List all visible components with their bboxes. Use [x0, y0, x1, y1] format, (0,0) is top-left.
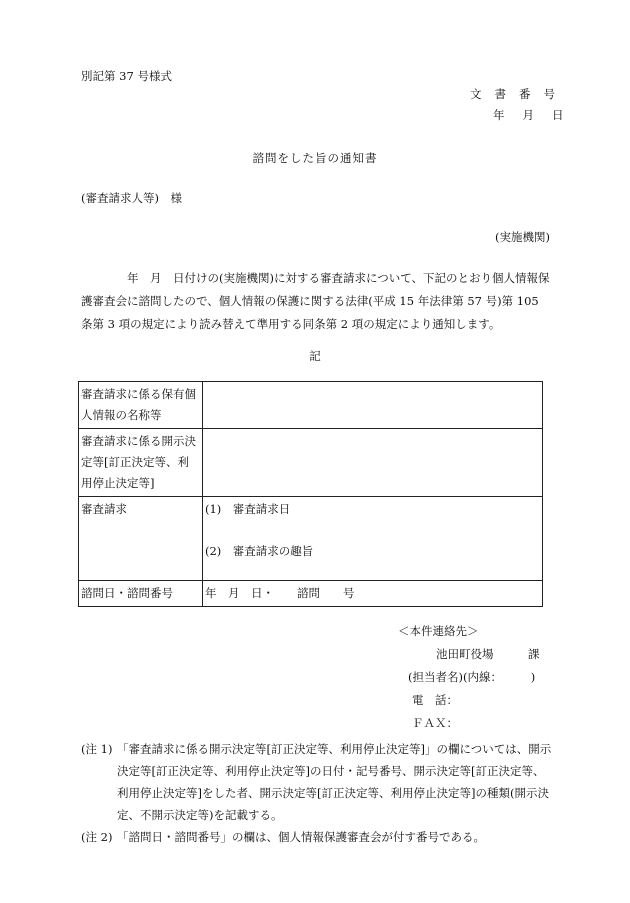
sender-agency: (実施機関) [495, 230, 550, 244]
addressee: (審査請求人等) 様 [81, 191, 182, 205]
note-label: (注 2) [81, 830, 113, 844]
date-day-label: 日 [552, 108, 564, 122]
body-paragraph [81, 267, 551, 336]
consult-date-value: 年 月 日・ 諮問 号 [203, 581, 543, 607]
note-item [81, 738, 553, 826]
holding-info-label: 審査請求に係る保有個人情報の名称等 [79, 382, 203, 429]
table-row [79, 497, 543, 581]
disclosure-decision-value [203, 429, 543, 497]
ki-marker: 記 [309, 349, 321, 363]
contact-block [398, 620, 540, 735]
notes [81, 738, 553, 848]
table-row [79, 581, 543, 607]
review-request-purpose: (2) 審査請求の趣旨 [205, 544, 314, 558]
holding-info-value [203, 382, 543, 429]
form-identifier: 別記第 37 号様式 [81, 69, 172, 83]
body-text: 年 月 日付けの(実施機関)に対する審査請求について、下記のとおり個人情報保護審査会に諮問したので、個人情報の保護に関する法律(平成 15 年法律第 57 号)第 105 条第 3 項の規定により読み替えて準用する同条第 2 項の規定により通知します。 [81, 271, 550, 331]
table-row [79, 429, 543, 497]
contact-office: 池田町役場 課 [436, 647, 540, 661]
document-date [493, 107, 564, 123]
contact-phone: 電 話： [412, 693, 458, 707]
review-request-value [203, 497, 543, 581]
note-item [81, 826, 553, 848]
review-request-label: 審査請求 [79, 497, 203, 581]
note-text: 「審査請求に係る開示決定等[訂正決定等、利用停止決定等]」の欄については、開示決定等[訂正決定等、利用停止決定等]の日付・記号番号、開示決定等[訂正決定等、利用停止決定等]をした者、開示決定等[訂正決定等、利用停止決定等]の種類(開示決定、不開示決定等)を記載する。 [117, 742, 552, 822]
date-month-label: 月 [522, 108, 534, 122]
contact-person: (担当者名)(内線： ) [408, 670, 536, 684]
note-label: (注 1) [81, 742, 113, 756]
contact-fax: ＦＡＸ： [412, 716, 458, 730]
details-table [78, 381, 543, 607]
document-number-label: 文書番号 [470, 87, 568, 101]
contact-heading: ＜本件連絡先＞ [398, 624, 479, 638]
table-row [79, 382, 543, 429]
consult-date-label: 諮問日・諮問番号 [79, 581, 203, 607]
review-request-date: (1) 審査請求日 [205, 502, 291, 516]
note-text: 「諮問日・諮問番号」の欄は、個人情報保護審査会が付す番号である。 [117, 830, 485, 844]
page-title: 諮問をした旨の通知書 [252, 151, 378, 165]
disclosure-decision-label: 審査請求に係る開示決定等[訂正決定等、利用停止決定等] [79, 429, 203, 497]
date-year-label: 年 [493, 108, 505, 122]
